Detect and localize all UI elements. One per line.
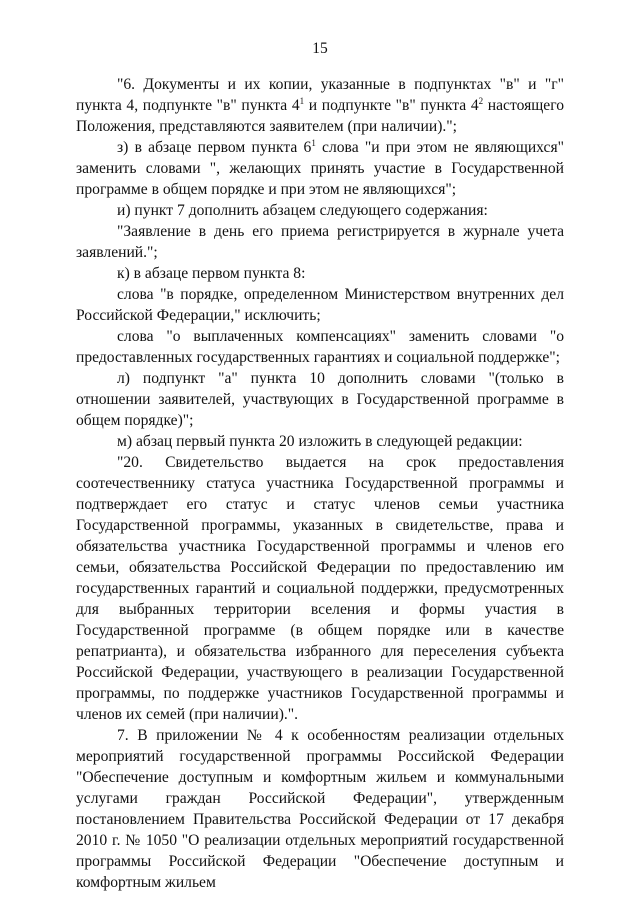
- page-number: 15: [312, 40, 328, 57]
- paragraph-text: слова "и при этом не являющихся" заменить словами ", желающих принять участие в Государственной программе в общем порядке и при этом не являющихся";: [76, 139, 564, 198]
- superscript: 2: [478, 96, 484, 106]
- document-body: [76, 74, 564, 893]
- paragraph-item-l: л) подпункт "а" пункта 10 дополнить словами "(только в отношении заявителей, участвующих в Государственной программе в общем порядке)";: [76, 370, 564, 429]
- paragraph-text: настоящего Положения, представляются заявителем (при наличии).";: [76, 97, 564, 135]
- paragraph-text: и подпункте "в" пункта 4: [304, 97, 479, 114]
- paragraph-item-m: м) абзац первый пункта 20 изложить в следующей редакции:: [117, 433, 523, 450]
- paragraph-documents: [76, 74, 564, 137]
- paragraph-text: з) в абзаце первом пункта 6: [117, 139, 312, 156]
- paragraph-item-k: к) в абзаце первом пункта 8:: [117, 265, 306, 282]
- paragraph-point-20: "20. Свидетельство выдается на срок предоставления соотечественнику статуса участника Государственной программы и подтверждает его статус и статус членов семьи участника Государственной программы, указанных в свидетельстве, права и обязательства участника Государственной программы и членов его семьи, обязательства Российской Федерации по предоставлению им государственных гарантий и социальной поддержки, предусмотренных для выбранных территории вселения и формы участия в Государственной программе (в общем порядке или в качестве репатрианта), и обязательства избранного для переселения субъекта Российской Федерации, участвующего в реализации Государственной программы, по поддержке участников Государственной программы и членов их семей (при наличии).".: [76, 454, 564, 723]
- superscript: 1: [299, 96, 305, 106]
- paragraph-words-exclude: слова "в порядке, определенном Министерством внутренних дел Российской Федерации," исключить;: [76, 286, 564, 324]
- paragraph-item-i: и) пункт 7 дополнить абзацем следующего содержания:: [117, 202, 488, 219]
- paragraph-words-replace: слова "о выплаченных компенсациях" заменить словами "о предоставленных государственных гарантиях и социальной поддержке";: [76, 328, 564, 366]
- paragraph-section-7: 7. В приложении № 4 к особенностям реализации отдельных мероприятий государственной программы Российской Федерации "Обеспечение доступным и комфортным жильем и коммунальными услугами граждан Российской Федерации", утвержденным постановлением Правительства Российской Федерации от 17 декабря 2010 г. № 1050 "О реализации отдельных мероприятий государственной программы Российской Федерации "Обеспечение доступным и комфортным жильем: [76, 727, 564, 891]
- paragraph-quote-application: "Заявление в день его приема регистрируется в журнале учета заявлений.";: [76, 223, 564, 261]
- paragraph-item-z: [76, 137, 564, 200]
- paragraph-text: "6. Документы и их копии, указанные в подпунктах "в" и "г" пункта 4, подпункте "в" пункта 4: [76, 76, 564, 114]
- superscript: 1: [311, 138, 316, 148]
